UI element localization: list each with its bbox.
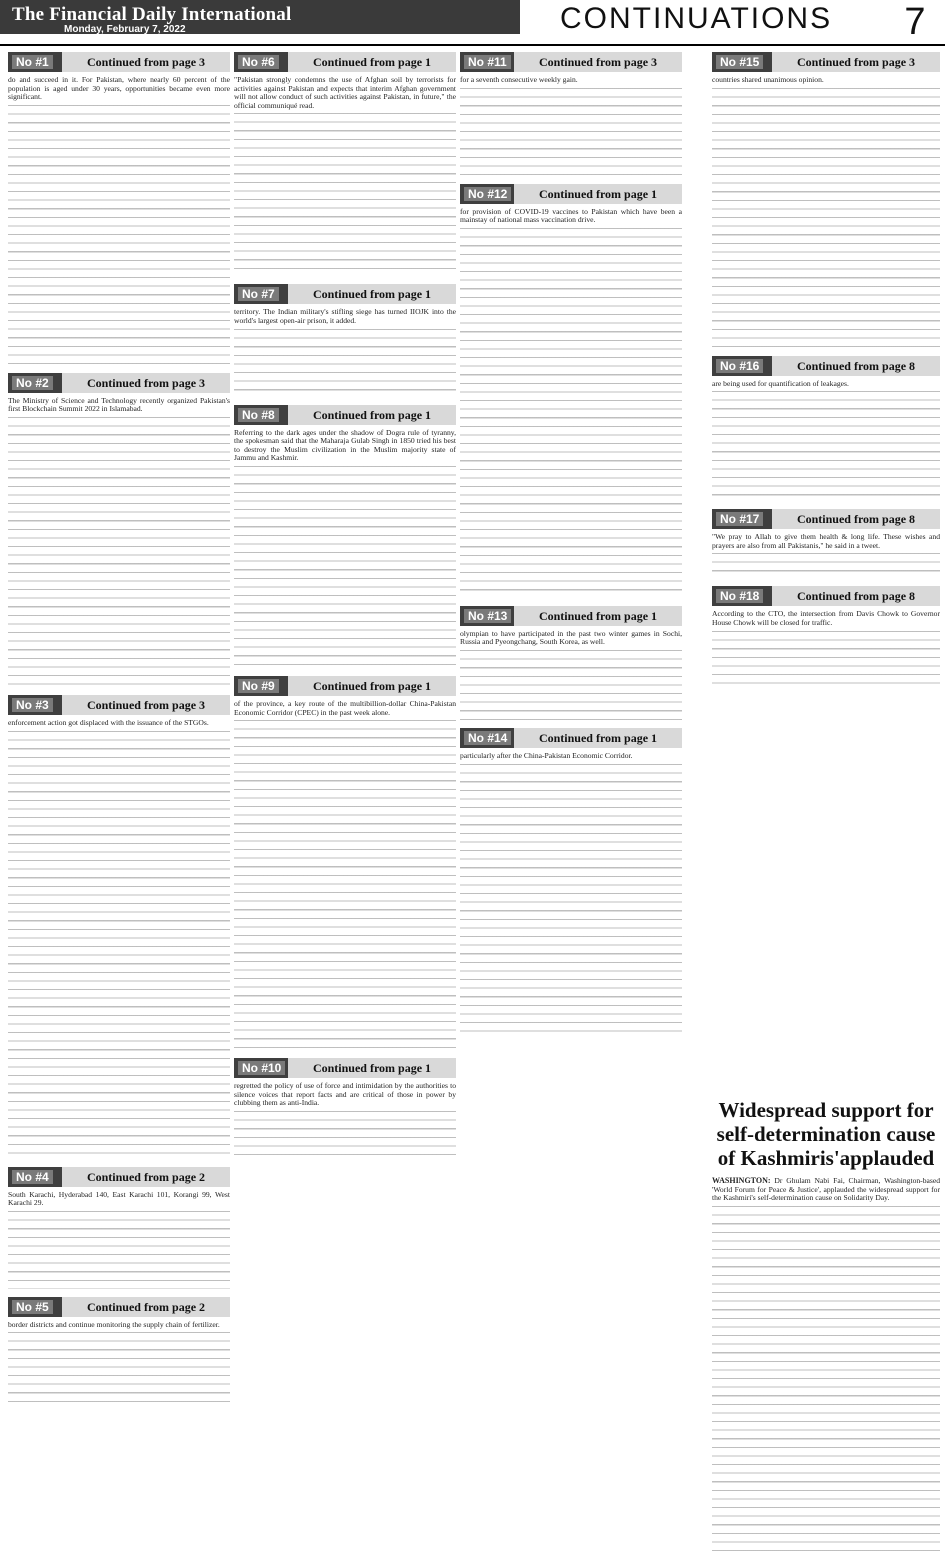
continuation-body-text (234, 466, 456, 668)
continuation-block (712, 586, 940, 690)
continuation-block (460, 52, 682, 176)
continuation-lead: are being used for quantification of leakages. (712, 378, 849, 388)
continuation-body-text (8, 105, 230, 365)
continuation-block (234, 1058, 456, 1161)
continuation-header (234, 405, 456, 425)
continuation-block (460, 728, 682, 1039)
continuation-lead: territory. The Indian military's stifling siege has turned IIOJK into the world's largest open-air prison, it added. (234, 307, 456, 325)
continuation-header (8, 1167, 230, 1187)
continued-from-label: Continued from page 1 (288, 405, 456, 425)
continuation-body-text (8, 1332, 230, 1402)
continuation-lead: regretted the policy of use of force and intimidation by the authorities to silence voices that report facts and are critical of those in power by clubbing them as anti-India. (234, 1081, 456, 1108)
continuation-block (8, 52, 230, 365)
continuation-lead: olympian to have participated in the past two winter games in Sochi, Russia and Pyeongchang, South Korea, as well. (460, 628, 682, 647)
continuation-header (8, 695, 230, 715)
continuation-header (460, 184, 682, 204)
header-rule (0, 44, 945, 46)
continuation-block (8, 373, 230, 687)
continuation-number: No #10 (238, 1061, 285, 1075)
continuation-number: No #7 (238, 287, 279, 301)
continued-from-label: Continued from page 2 (62, 1297, 230, 1317)
continuation-number: No #1 (12, 55, 53, 69)
continuation-lead: "We pray to Allah to give them health & long life. These wishes and prayers are also from all Pakistanis," he said in a tweet. (712, 532, 940, 550)
continuation-header (712, 509, 940, 529)
column-1 (8, 52, 230, 1410)
continuation-number: No #14 (464, 731, 511, 745)
continuation-lead: The Ministry of Science and Technology recently organized Pakistan's first Blockchain Summit 2022 in Islamabad. (8, 395, 230, 414)
continued-from-label: Continued from page 1 (514, 728, 682, 748)
continuation-body-text (460, 228, 682, 598)
continued-from-label: Continued from page 3 (62, 695, 230, 715)
continued-from-label: Continued from page 8 (772, 586, 940, 606)
continuation-header (712, 586, 940, 606)
continuation-header (234, 676, 456, 696)
continuation-body-text (234, 113, 456, 276)
continuation-number: No #4 (12, 1170, 53, 1184)
continuation-header (460, 606, 682, 626)
continuation-body-text (8, 731, 230, 1159)
continuation-block (712, 52, 940, 348)
continuation-block (712, 509, 940, 578)
continuation-header (712, 52, 940, 72)
continuation-body-text (712, 553, 940, 578)
column-3 (460, 52, 682, 1047)
continuation-header (460, 728, 682, 748)
continuation-block (234, 676, 456, 1050)
continued-from-label: Continued from page 8 (772, 356, 940, 376)
continuation-body-text (712, 391, 940, 501)
issue-date: Monday, February 7, 2022 (64, 24, 186, 35)
continued-from-label: Continued from page 3 (514, 52, 682, 72)
continued-from-label: Continued from page 1 (514, 606, 682, 626)
continuation-block (8, 1297, 230, 1403)
continuation-lead: do and succeed in it. For Pakistan, where nearly 60 percent of the population is aged under 30 years, opportunities became even more significant. (8, 75, 230, 102)
continuation-number: No #17 (716, 512, 763, 526)
continuation-body-text (712, 631, 940, 691)
continuation-number: No #9 (238, 679, 279, 693)
continuation-header (8, 373, 230, 393)
continuation-block (234, 405, 456, 668)
continuation-number: No #13 (464, 609, 511, 623)
continuation-header (712, 356, 940, 376)
continuation-number: No #6 (238, 55, 279, 69)
continuation-number: No #5 (12, 1300, 53, 1314)
continuation-lead: countries shared unanimous opinion. (712, 75, 824, 84)
continuation-lead: of the province, a key route of the multibillion-dollar China-Pakistan Economic Corridor (CPEC) in the past week alone. (234, 698, 456, 717)
continuation-header (8, 52, 230, 72)
masthead (0, 0, 945, 44)
continued-from-label: Continued from page 1 (288, 284, 456, 304)
continuation-body-text (460, 88, 682, 176)
continuation-block (712, 356, 940, 502)
continuation-block (8, 695, 230, 1159)
section-title: CONTINUATIONS (560, 2, 833, 35)
continuation-header (460, 52, 682, 72)
feature-lead: Dr Ghulam Nabi Fai, Chairman, Washington-based 'World Forum for Peace & Justice', applauded the widespread support for the Kashmiri's self-determination cause on Solidarity Day. (712, 1176, 940, 1203)
continuation-lead: South Karachi, Hyderabad 140, East Karachi 101, Korangi 99, West Karachi 29. (8, 1189, 230, 1208)
feature-body-text (712, 1206, 940, 1556)
continued-from-label: Continued from page 2 (62, 1167, 230, 1187)
continuation-body-text (460, 764, 682, 1039)
continuation-number: No #15 (716, 55, 763, 69)
continuation-body-text (234, 1111, 456, 1161)
column-2 (234, 52, 456, 1169)
continued-from-label: Continued from page 8 (772, 509, 940, 529)
continuation-header (234, 52, 456, 72)
continued-from-label: Continued from page 1 (288, 52, 456, 72)
continuation-header (234, 284, 456, 304)
continuation-body-text (8, 1211, 230, 1289)
continuation-block (8, 1167, 230, 1289)
continuation-body-text (234, 329, 456, 397)
continuation-body-text (460, 650, 682, 720)
continued-from-label: Continued from page 3 (772, 52, 940, 72)
continuation-lead: particularly after the China-Pakistan Economic Corridor. (460, 750, 633, 760)
continuation-lead: According to the CTO, the intersection from Davis Chowk to Governor House Chowk will be closed for traffic. (712, 609, 940, 627)
continuation-lead: "Pakistan strongly condemns the use of Afghan soil by terrorists for activities against Pakistan and expects that interim Afghan government will not allow conduct of such activities against Pakistan, in future," the official communiqué read. (234, 75, 456, 110)
paper-name: The Financial Daily International (12, 4, 292, 25)
continuation-body-text (8, 417, 230, 687)
continuation-body-text (234, 720, 456, 1050)
continuation-number: No #8 (238, 408, 279, 422)
continuation-lead: enforcement action got displaced with the issuance of the STGOs. (8, 717, 209, 727)
continued-from-label: Continued from page 1 (288, 1058, 456, 1078)
continuation-number: No #16 (716, 359, 763, 373)
continued-from-label: Continued from page 3 (62, 52, 230, 72)
continuation-block (460, 606, 682, 720)
section-header (520, 0, 880, 44)
continuation-lead: border districts and continue monitoring the supply chain of fertilizer. (8, 1319, 220, 1329)
continuation-number: No #18 (716, 589, 763, 603)
continuation-lead: for provision of COVID-19 vaccines to Pakistan which have been a mainstay of national mass vaccination drive. (460, 206, 682, 225)
continuation-number: No #12 (464, 187, 511, 201)
continuation-block (234, 52, 456, 276)
continuation-number: No #2 (12, 376, 53, 390)
feature-article (712, 1098, 940, 1556)
continuation-number: No #11 (464, 55, 511, 69)
continuation-body-text (712, 88, 940, 348)
continuation-header (8, 1297, 230, 1317)
feature-dateline: WASHINGTON: (712, 1176, 771, 1185)
continuation-block (234, 284, 456, 396)
continuation-header (234, 1058, 456, 1078)
masthead-banner (0, 0, 520, 34)
feature-headline: Widespread support for self-determination cause of Kashmiris'applauded (716, 1098, 936, 1170)
continuation-lead: Referring to the dark ages under the shadow of Dogra rule of tyranny, the spokesman said that the Maharaja Gulab Singh in 1850 tried his best to destroy the Muslim civilization in the Muslim majority state of Jammu and Kashmir. (234, 427, 456, 463)
continuation-number: No #3 (12, 698, 53, 712)
continued-from-label: Continued from page 1 (514, 184, 682, 204)
continuation-lead: for a seventh consecutive weekly gain. (460, 75, 578, 84)
continued-from-label: Continued from page 3 (62, 373, 230, 393)
page-number: 7 (904, 1, 926, 43)
continued-from-label: Continued from page 1 (288, 676, 456, 696)
continuation-block (460, 184, 682, 598)
column-4 (712, 52, 940, 699)
